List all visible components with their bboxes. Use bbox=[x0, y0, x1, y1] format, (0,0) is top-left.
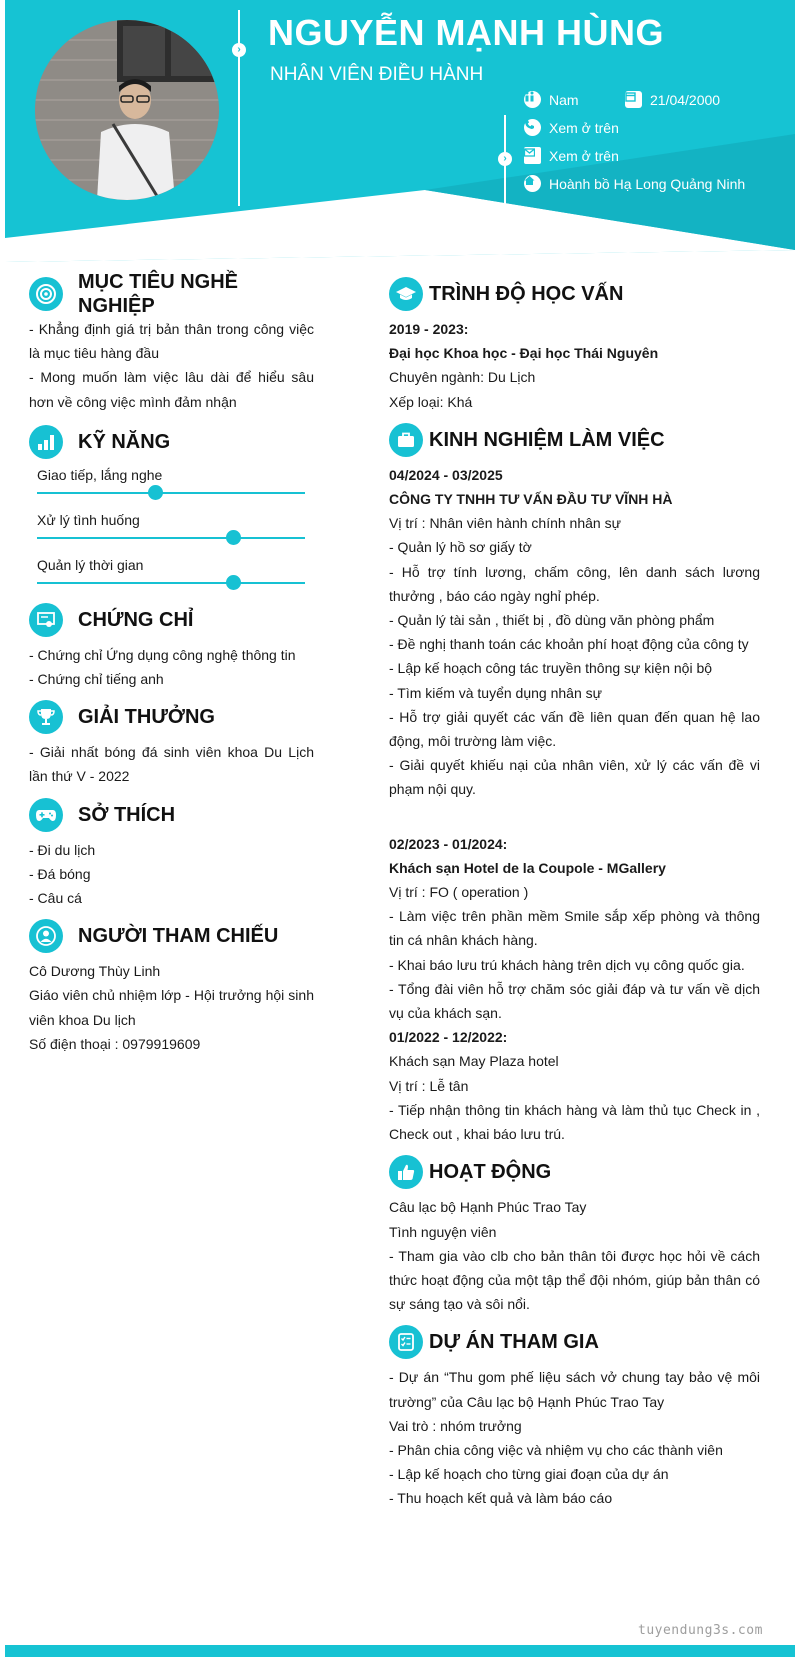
header-banner bbox=[5, 0, 795, 262]
job-duty: - Tổng đài viên hỗ trợ chăm sóc giải đáp và tư vấn về dịch vụ của khách sạn. bbox=[389, 980, 760, 1022]
candidate-name: NGUYỄN MẠNH HÙNG bbox=[268, 12, 665, 53]
bar-chart-icon bbox=[29, 425, 63, 459]
profile-photo bbox=[35, 20, 219, 200]
text-line: - Chứng chỉ Ứng dụng công nghệ thông tin bbox=[29, 646, 296, 663]
section-title: DỰ ÁN THAM GIA bbox=[429, 1331, 599, 1354]
text-line: - Câu cá bbox=[29, 890, 82, 907]
trophy-icon bbox=[29, 700, 63, 734]
skill-knob bbox=[148, 485, 163, 500]
text-line: - Lập kế hoạch cho từng giai đoạn của dự án bbox=[389, 1466, 669, 1483]
skill-label: Giao tiếp, lắng nghe bbox=[37, 466, 163, 483]
left-column bbox=[29, 270, 314, 1056]
job-duty: - Lập kế hoạch công tác truyền thông sự kiện nội bộ bbox=[389, 660, 713, 677]
text-line: - Đá bóng bbox=[29, 865, 91, 882]
job-duty: - Quản lý hồ sơ giấy tờ bbox=[389, 539, 532, 556]
section-title: MỤC TIÊU NGHỀ NGHIỆP bbox=[78, 270, 238, 317]
section-title: GIẢI THƯỞNG bbox=[78, 706, 215, 729]
gender-icon bbox=[524, 91, 541, 108]
skill-label: Quản lý thời gian bbox=[37, 556, 144, 573]
checklist-icon bbox=[389, 1325, 423, 1359]
section-title: HOẠT ĐỘNG bbox=[429, 1161, 552, 1184]
edu-major: Chuyên ngành: Du Lịch bbox=[389, 369, 536, 386]
right-column bbox=[389, 270, 760, 1511]
text-line: - Giải nhất bóng đá sinh viên khoa Du Lịch lần thứ V - 2022 bbox=[29, 744, 314, 785]
email-value: Xem ở trên bbox=[549, 147, 619, 164]
text-line: - Tham gia vào clb cho bản thân tôi được học hỏi về cách thức hoạt động của một tập thể đội nhóm, giúp bản thân có sự sáng tạo và sôi nổi. bbox=[389, 1247, 760, 1313]
section-references bbox=[29, 916, 314, 956]
job-duty: - Quản lý tài sản , thiết bị , đồ dùng văn phòng phẩm bbox=[389, 612, 715, 629]
text-line: - Mong muốn làm việc lâu dài để hiểu sâu hơn về công việc mình đảm nhận bbox=[29, 369, 314, 410]
edu-period: 2019 - 2023: bbox=[389, 321, 469, 337]
skill-knob bbox=[226, 575, 241, 590]
job-company: Khách sạn May Plaza hotel bbox=[389, 1053, 559, 1070]
job-duty: - Làm việc trên phần mềm Smile sắp xếp phòng và thông tin cá nhân khách hàng. bbox=[389, 908, 760, 949]
job-company: CÔNG TY TNHH TƯ VẤN ĐẦU TƯ VĨNH HÀ bbox=[389, 491, 673, 508]
section-projects bbox=[389, 1322, 760, 1362]
job-duty: - Đề nghị thanh toán các khoản phí hoạt động của công ty bbox=[389, 636, 749, 653]
section-awards bbox=[29, 697, 314, 737]
text-line: - Khẳng định giá trị bản thân trong công việc là mục tiêu hàng đầu bbox=[29, 321, 314, 362]
section-education bbox=[389, 274, 760, 314]
job-duty: - Tìm kiếm và tuyển dụng nhân sự bbox=[389, 684, 602, 701]
contact-gender bbox=[524, 91, 579, 108]
header-divider bbox=[238, 10, 240, 206]
footer-bar bbox=[5, 1645, 795, 1657]
job-position: Vị trí : Nhân viên hành chính nhân sự bbox=[389, 515, 621, 532]
skill-bar bbox=[37, 492, 305, 494]
contact-address bbox=[524, 175, 745, 192]
job-company: Khách sạn Hotel de la Coupole - MGallery bbox=[389, 859, 666, 876]
section-experience bbox=[389, 420, 760, 460]
job-duty: - Hỗ trợ tính lương, chấm công, lên danh sách lương thưởng , báo cáo ngày nghỉ phép. bbox=[389, 563, 760, 604]
job-duty: - Giải quyết khiếu nại của nhân viên, xử lý các vấn đề vi phạm nội quy. bbox=[389, 757, 760, 798]
home-icon bbox=[524, 175, 541, 192]
section-title: KINH NGHIỆM LÀM VIỆC bbox=[429, 428, 665, 451]
watermark: tuyendung3s.com bbox=[638, 1623, 763, 1638]
thumbs-up-icon bbox=[389, 1155, 423, 1189]
job-period: 04/2024 - 03/2025 bbox=[389, 466, 503, 483]
contact-birthday bbox=[625, 91, 720, 108]
skill-knob bbox=[226, 530, 241, 545]
contact-phone bbox=[524, 119, 619, 136]
chevron-right-icon: › bbox=[498, 152, 512, 166]
section-title: NGƯỜI THAM CHIẾU bbox=[78, 925, 279, 948]
text-line: - Đi du lịch bbox=[29, 841, 96, 858]
section-certificates bbox=[29, 600, 314, 640]
job-period: 02/2023 - 01/2024: bbox=[389, 835, 508, 852]
skill-item bbox=[29, 555, 314, 584]
section-title: SỞ THÍCH bbox=[78, 803, 176, 826]
section-title: TRÌNH ĐỘ HỌC VẤN bbox=[429, 282, 624, 305]
section-skills bbox=[29, 422, 314, 462]
edu-rank: Xếp loại: Khá bbox=[389, 393, 473, 410]
section-activities bbox=[389, 1152, 760, 1192]
job-period: 01/2022 - 12/2022: bbox=[389, 1029, 508, 1046]
text-line: Câu lạc bộ Hạnh Phúc Trao Tay bbox=[389, 1199, 587, 1216]
birthday-value: 21/04/2000 bbox=[650, 91, 721, 108]
skill-label: Xử lý tình huống bbox=[37, 511, 140, 528]
graduation-cap-icon bbox=[389, 277, 423, 311]
address-value: Hoành bồ Hạ Long Quảng Ninh bbox=[549, 175, 746, 192]
chevron-right-icon: › bbox=[232, 43, 246, 57]
job-position: Vị trí : FO ( operation ) bbox=[389, 884, 529, 901]
text-line: Tình nguyện viên bbox=[389, 1223, 497, 1240]
text-line: Giáo viên chủ nhiệm lớp - Hội trưởng hội sinh viên khoa Du lịch bbox=[29, 987, 314, 1028]
candidate-role: NHÂN VIÊN ĐIỀU HÀNH bbox=[270, 64, 484, 85]
certificate-icon bbox=[29, 603, 63, 637]
skill-item bbox=[29, 510, 314, 539]
skill-bar bbox=[37, 537, 305, 539]
section-hobbies bbox=[29, 795, 314, 835]
phone-value: Xem ở trên bbox=[549, 119, 619, 136]
text-line: - Thu hoạch kết quả và làm báo cáo bbox=[389, 1490, 613, 1507]
gamepad-icon bbox=[29, 798, 63, 832]
skill-bar bbox=[37, 582, 305, 584]
section-title: CHỨNG CHỈ bbox=[78, 608, 194, 631]
target-icon bbox=[29, 277, 63, 311]
text-line: - Phân chia công việc và nhiệm vụ cho các thành viên bbox=[389, 1441, 723, 1458]
section-title: KỸ NĂNG bbox=[78, 430, 171, 453]
gender-value: Nam bbox=[549, 91, 579, 108]
calendar-icon bbox=[625, 91, 642, 108]
job-position: Vị trí : Lễ tân bbox=[389, 1077, 469, 1094]
job-duty: - Hỗ trợ giải quyết các vấn đề liên quan đến quan hệ lao động, môi trường làm việc. bbox=[389, 708, 760, 750]
briefcase-icon bbox=[389, 423, 423, 457]
spacer bbox=[389, 802, 760, 832]
skill-item bbox=[29, 465, 314, 494]
text-line: - Chứng chỉ tiếng anh bbox=[29, 671, 164, 688]
job-duty: - Khai báo lưu trú khách hàng trên dịch vụ công quốc gia. bbox=[389, 956, 745, 973]
text-line: Vai trò : nhóm trưởng bbox=[389, 1417, 522, 1434]
section-objective bbox=[29, 270, 314, 317]
phone-icon bbox=[524, 119, 541, 136]
email-icon bbox=[524, 147, 541, 164]
edu-school: Đại học Khoa học - Đại học Thái Nguyên bbox=[389, 345, 659, 362]
user-icon bbox=[29, 919, 63, 953]
text-line: Số điện thoại : 0979919609 bbox=[29, 1035, 201, 1052]
job-duty: - Tiếp nhận thông tin khách hàng và làm thủ tục Check in , Check out , khai báo lưu trú. bbox=[389, 1101, 760, 1143]
contact-email bbox=[524, 147, 619, 164]
text-line: Cô Dương Thùy Linh bbox=[29, 963, 161, 980]
text-line: - Dự án “Thu gom phế liệu sách vở chung tay bảo vệ môi trường” của Câu lạc bộ Hạnh Phúc Trao Tay bbox=[389, 1369, 760, 1410]
